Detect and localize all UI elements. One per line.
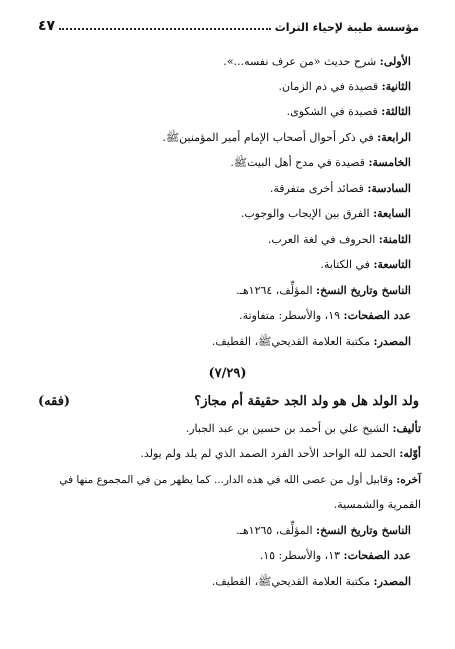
list-item: الثانية: قصيدة في ذم الزمان. <box>278 80 411 93</box>
ending-line: آخره: وقابيل أول من عصى الله في هذه الدار... كما يظهر من في المجموع منها في <box>59 474 421 486</box>
section-number: (٧/٢٩) <box>208 366 247 381</box>
beginning-line: أوّله: الحمد لله الواحد الأحد الفرد الصمد الذي لم يلد ولم يولد. <box>140 447 421 460</box>
list-item: الخامسة: قصيدة في مدح أهل البيتﷺ. <box>230 156 411 169</box>
copy-date-line: الناسخ وتاريخ النسخ: المؤلِّف، ١٢٦٥هـ. <box>236 524 411 537</box>
page-number: ٤٧ <box>38 18 56 34</box>
copy-date-line: الناسخ وتاريخ النسخ: المؤلِّف، ١٢٦٤هـ. <box>236 284 411 297</box>
header-dotted-leader <box>59 28 271 30</box>
ending-line-continued: القمرية والشمسية. <box>333 498 421 511</box>
list-item: الثامنة: الحروف في لغة العرب. <box>267 233 411 246</box>
pages-count-line: عدد الصفحات: ١٩، والأسطر: متفاوتة. <box>239 309 411 322</box>
list-item: الرابعة: في ذكر أحوال أصحاب الإمام أمير المؤمنينﷺ. <box>162 131 411 144</box>
list-item: السابعة: الفرق بين الإيجاب والوجوب. <box>240 207 411 220</box>
source-line: المصدر: مكتبة العلامة القديحيﷺ، القطيف. <box>211 335 411 348</box>
source-line: المصدر: مكتبة العلامة القديحيﷺ، القطيف. <box>211 575 411 588</box>
entry-title-row <box>38 394 419 409</box>
page-header <box>38 14 419 34</box>
list-item: التاسعة: في الكتابة. <box>320 258 411 271</box>
list-item: الثالثة: قصيدة في الشكوى. <box>286 105 411 118</box>
entry-title: ولد الولد هل هو ولد الجد حقيقة أم مجاز؟ <box>194 394 419 409</box>
list-item: الأولى: شرح حديث «من عرف نفسه...». <box>223 55 411 68</box>
entry-category: (فقه) <box>38 394 71 409</box>
publisher-name: مؤسسة طيبة لإحياء التراث <box>274 21 419 34</box>
author-line: تأليف: الشيخ علي بن أحمد بن حسين بن عبد الجبار. <box>185 422 421 435</box>
list-item: السادسة: قصائد أخرى متفرقة. <box>269 182 411 195</box>
pages-count-line: عدد الصفحات: ١٣، والأسطر: ١٥. <box>259 549 411 562</box>
